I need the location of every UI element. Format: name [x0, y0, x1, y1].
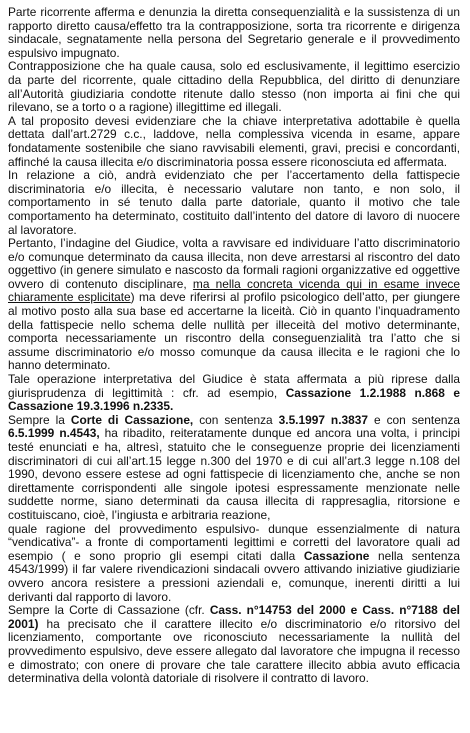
bold-citation: Cassazione 1.2.1988 n.868 e Cassazione 19.3.1996 n.2335. [8, 385, 460, 414]
text-segment: Sempre la Corte di Cassazione (cfr. [8, 603, 210, 618]
bold-citation: 6.5.1999 n.4543, [8, 426, 100, 441]
paragraph-4 [8, 169, 460, 237]
text-segment: nella sentenza 4543/1999) il far valere rivendicazioni sindacali ovvero attivando iniziative giudiziarie ovvero ancora resistere a pressioni aziendali e, comunque, inerenti diritti a lui derivanti dal rapporto di lavoro. [8, 548, 460, 604]
text-segment: ) ma deve riferirsi al profilo psicologico dell’atto, per giungere al motivo posto alla sua base ed accertarne la liceità. Ciò in quanto l’inquadramento della fattispecie nello schema delle nullità per illeceità del motivo determinante, comporta necessariamente un riscontro della conseguenzialità tra l’atto che si assume discriminatorio e/o mosso comunque da causa illecita e le ragioni che lo hanno determinato. [8, 290, 460, 373]
paragraph-7 [8, 414, 460, 523]
text-segment: Parte ricorrente afferma e denunzia la diretta consequenzialità e la sussistenza di un rapporto diretto causa/effetto tra la contrapposizione, sorta tra ricorrente e dirigenza sindacale, segnatamente nella persona del Segretario generale e il provvedimento espulsivo impugnato. [8, 5, 460, 60]
text-segment: Tale operazione interpretativa del Giudice è stata affermata a più riprese dalla giurisprudenza di legittimità : cfr. ad esempio, [8, 372, 460, 400]
text-segment: Contrapposizione che ha quale causa, solo ed esclusivamente, il legittimo esercizio da parte del ricorrente, quale cittadino della Repubblica, del diritto di denunziare all’Autorità giudiziaria condotte ritenute dallo stesso (non importa ai fini che qui rilevano, se a torto o a ragione) illegittime ed illegali. [8, 59, 460, 115]
text-segment: ha precisato che il carattere illecito e/o discriminatorio e/o ritorsivo del licenziamento, comportante ove riconosciuto necessariamente la nullità del provvedimento espulsivo, deve essere allegato dal lavoratore che impugna il recesso e dimostrato; con onere di provare che tale carattere illecito abbia avuto efficacia determinativa della volontà datoriale di risolvere il contratto di lavoro. [8, 616, 460, 686]
bold-citation: Corte di Cassazione, [70, 412, 194, 427]
paragraph-8 [8, 523, 460, 605]
paragraph-2 [8, 60, 460, 114]
paragraph-5 [8, 237, 460, 373]
bold-citation: Cass. n°14753 del 2000 e Cass. n°7188 del 2001) [8, 603, 460, 631]
paragraph-3 [8, 115, 460, 169]
paragraph-6 [8, 373, 460, 414]
text-segment: quale ragione del provvedimento espulsivo- dunque essenzialmente di natura “vendicativa”- a fronte di comportamenti legittimi e corretti del lavoratore quali ad esempio ( e sono proprio gli esempi citati dalla [8, 521, 460, 563]
underlined-text: ma nella concreta vicenda qui in esame invece chiaramente esplicitate [8, 276, 460, 305]
document-page [8, 6, 460, 686]
text-segment: In relazione a ciò, andrà evidenziato che per l’accertamento della fattispecie discriminatoria e/o illecita, è necessario valutare non tanto, e non solo, il comportamento in sé tenuto dalla parte datoriale, quanto il motivo che tale comportamento ha determinato, costituito dall’intento del datore di lavoro di nuocere al lavoratore. [8, 168, 460, 237]
paragraph-9 [8, 604, 460, 686]
text-segment: Sempre la [8, 412, 71, 427]
text-segment: ha ribadito, reiteratamente dunque ed ancora una volta, i principi testé enunciati e ha, altresì, statuito che le conseguenze proprie dei licenziamenti discriminatori di cui all’art.15 legge n.300 del 1970 e di cui all’art.3 legge n.108 del 1990, devono essere estese ad ogni fattispecie di licenziamento che, anche se non direttamente corrispondenti alle singole ipotesi espressamente menzionate nelle suddette norme, siano determinati da causa illecita di rappresaglia, ritorsione e costituiscano, cioè, l’ingiusta e arbitraria reazione, [8, 426, 460, 522]
text-segment: con sentenza [193, 412, 279, 427]
bold-citation: Cassazione [303, 548, 370, 563]
text-segment: Pertanto, l’indagine del Giudice, volta a ravvisare ed individuare l’atto discriminatorio e/o comunque determinato da causa illecita, non deve arrestarsi al riscontro del dato oggettivo (in genere simulato e nascosto da formali ragioni organizzative ed oggettive ovvero di contenuto disciplinare, [8, 236, 460, 291]
paragraph-1 [8, 6, 460, 60]
text-segment: e con sentenza [367, 412, 460, 427]
bold-citation: 3.5.1997 n.3837 [278, 412, 368, 427]
text-segment: A tal proposito devesi evidenziare che la chiave interpretativa adottabile è quella dettata dall’art.2729 c.c., laddove, nella complessiva vicenda in esame, appare fondatamente sostenibile che siano ravvisabili elementi, gravi, precisi e concordanti, affinché la causa illecita e/o discriminatoria possa essere riconosciuta ed affermata. [8, 113, 460, 169]
